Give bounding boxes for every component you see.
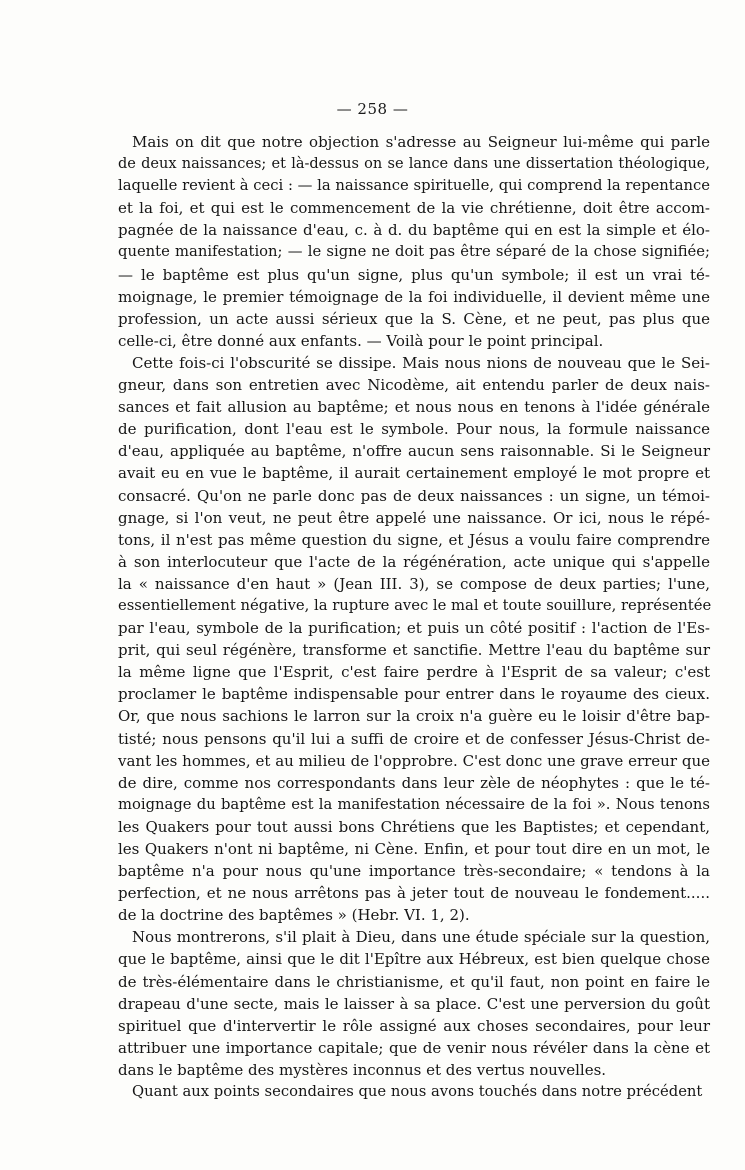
- text-line: de très-élémentaire dans le christianisme, et qu'il faut, non point en faire le: [118, 972, 710, 991]
- text-line: que le baptême, ainsi que le dit l'Epître aux Hébreux, est bien quelque chose: [118, 950, 710, 969]
- text-line: essentiellement négative, la rupture avec le mal et toute souillure, représentée: [118, 596, 712, 614]
- text-line: celle-ci, être donné aux enfants. — Voilà pour le point principal.: [118, 331, 604, 350]
- text-line: attribuer une importance capitale; que de venir nous révéler dans la cène et: [118, 1038, 710, 1057]
- text-line: spirituel que d'intervertir le rôle assigné aux choses secondaires, pour leur: [118, 1016, 710, 1035]
- text-line: sances et fait allusion au baptême; et nous nous en tenons à l'idée générale: [118, 398, 710, 417]
- text-line: moignage, le premier témoignage de la foi individuelle, il devient même une: [118, 287, 710, 306]
- paragraph: [118, 131, 710, 352]
- text-line: pagnée de la naissance d'eau, c. à d. du baptême qui en est la simple et élo-: [118, 221, 710, 240]
- text-line: perfection, et ne nous arrêtons pas à jeter tout de nouveau le fondement.....: [118, 884, 710, 903]
- text-line: les Quakers n'ont ni baptême, ni Cène. Enfin, et pour tout dire en un mot, le: [118, 840, 710, 858]
- text-line: tons, il n'est pas même question du signe, et Jésus a voulu faire comprendre: [118, 530, 710, 549]
- text-line: moignage du baptême est la manifestation nécessaire de la foi ». Nous tenons: [118, 795, 710, 813]
- text-line: d'eau, appliquée au baptême, n'offre aucun sens raisonnable. Si le Seigneur: [118, 442, 710, 461]
- text-line: Quant aux points secondaires que nous avons touchés dans notre précédent: [132, 1083, 703, 1101]
- text-line: de la doctrine des baptêmes » (Hebr. VI. 1, 2).: [118, 906, 470, 925]
- text-line: Or, que nous sachions le larron sur la croix n'a guère eu le loisir d'être bap-: [118, 707, 710, 726]
- text-line: proclamer le baptême indispensable pour entrer dans le royaume des cieux.: [118, 685, 710, 704]
- text-line: Cette fois-ci l'obscurité se dissipe. Mais nous nions de nouveau que le Sei-: [132, 353, 710, 372]
- text-line: de deux naissances; et là-dessus on se lance dans une dissertation théologique,: [118, 156, 710, 173]
- text-line: et la foi, et qui est le commencement de la vie chrétienne, doit être accom-: [118, 199, 710, 218]
- text-line: gnage, si l'on veut, ne peut être appelé une naissance. Or ici, nous le répé-: [118, 508, 710, 527]
- text-line: consacré. Qu'on ne parle donc pas de deux naissances : un signe, un témoi-: [118, 486, 710, 505]
- text-line: drapeau d'une secte, mais le laisser à sa place. C'est une perversion du goût: [118, 994, 710, 1013]
- text-line: à son interlocuteur que l'acte de la régénération, acte unique qui s'appelle: [118, 552, 710, 571]
- paragraph: [118, 926, 710, 1081]
- text-line: Mais on dit que notre objection s'adresse au Seigneur lui-même qui parle: [132, 133, 710, 151]
- text-line: dans le baptême des mystères inconnus et des vertus nouvelles.: [118, 1060, 607, 1079]
- text-line: tisté; nous pensons qu'il lui a suffi de croire et de confesser Jésus-Christ de-: [118, 729, 710, 748]
- text-line: avait eu en vue le baptême, il aurait certainement employé le mot propre et: [118, 464, 710, 483]
- paragraph: [118, 352, 710, 926]
- text-line: profession, un acte aussi sérieux que la S. Cène, et ne peut, pas plus que: [118, 309, 710, 328]
- text-line: baptême n'a pour nous qu'une importance très-secondaire; « tendons à la: [118, 862, 710, 881]
- text-line: laquelle revient à ceci : — la naissance spirituelle, qui comprend la repentance: [118, 177, 710, 195]
- text-line: la même ligne que l'Esprit, c'est faire perdre à l'Esprit de sa valeur; c'est: [118, 663, 710, 682]
- page-number: — 258 —: [336, 100, 409, 118]
- text-line: de dire, comme nos correspondants dans leur zèle de néophytes : que le té-: [118, 773, 710, 792]
- text-line: Nous montrerons, s'il plait à Dieu, dans une étude spéciale sur la question,: [132, 928, 710, 947]
- text-line: prit, qui seul régénère, transforme et sanctifie. Mettre l'eau du baptême sur: [118, 641, 710, 660]
- text-line: — le baptême est plus qu'un signe, plus qu'un symbole; il est un vrai té-: [118, 265, 710, 284]
- text-line: de purification, dont l'eau est le symbole. Pour nous, la formule naissance: [118, 420, 710, 439]
- text-line: la « naissance d'en haut » (Jean III. 3), se compose de deux parties; l'une,: [118, 574, 710, 593]
- text-line: quente manifestation; — le signe ne doit pas être séparé de la chose signifiée;: [118, 243, 710, 261]
- paragraph: [118, 1081, 710, 1103]
- text-line: gneur, dans son entretien avec Nicodème, ait entendu parler de deux nais-: [118, 376, 710, 395]
- body-text: [118, 131, 710, 1103]
- text-line: vant les hommes, et au milieu de l'opprobre. C'est donc une grave erreur que: [118, 751, 710, 770]
- text-line: les Quakers pour tout aussi bons Chrétiens que les Baptistes; et cependant,: [118, 817, 710, 836]
- text-line: par l'eau, symbole de la purification; et puis un côté positif : l'action de l'Es-: [118, 619, 710, 638]
